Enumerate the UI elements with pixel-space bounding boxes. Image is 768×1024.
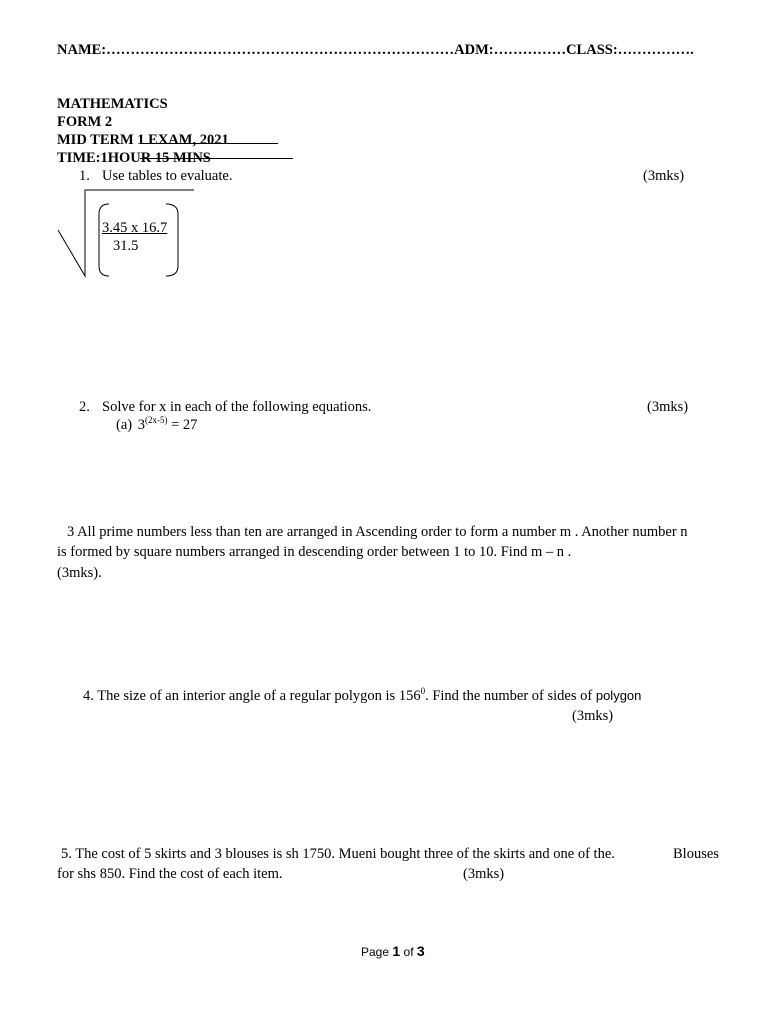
q4-text-before: 4. The size of an interior angle of a regular polygon is 156 — [83, 688, 421, 704]
q4-last-word: polygon — [595, 688, 642, 703]
q2-exponent: (2x-5) — [144, 415, 168, 426]
exam-title: MID TERM 1 EXAM, 2021 — [57, 132, 229, 148]
time-title: TIME:1HOUR 15 MINS — [57, 150, 211, 166]
form-title: FORM 2 — [57, 114, 113, 130]
q2-part-label: (a) — [116, 417, 133, 433]
q5-line-1-end: Blouses — [673, 846, 719, 862]
right-bracket-icon — [166, 204, 178, 276]
q1-numerator: 3.45 x 16.7 — [102, 220, 168, 236]
left-bracket-icon — [99, 204, 109, 276]
q3-line-2: is formed by square numbers arranged in descending order between 1 to 10. Find m – n . — [57, 544, 572, 560]
footer-page-number: 1 — [392, 943, 401, 959]
q5-line-1: 5. The cost of 5 skirts and 3 blouses is sh 1750. Mueni bought three of the skirts and one of the. — [61, 846, 615, 862]
footer-page-word: Page — [361, 945, 390, 959]
q4-degree: 0 — [420, 686, 426, 697]
footer-total-pages: 3 — [416, 943, 425, 959]
q4-marks: (3mks) — [572, 708, 614, 724]
q1-denominator: 31.5 — [113, 238, 139, 254]
q2-base: 3 — [137, 417, 145, 433]
q2-text: Solve for x in each of the following equations. — [102, 399, 372, 415]
q3-marks: (3mks). — [57, 565, 102, 581]
footer-of-word: of — [403, 945, 414, 959]
q5-line-2: for shs 850. Find the cost of each item. — [57, 866, 283, 882]
q2-marks: (3mks) — [647, 399, 689, 415]
exam-title-rule — [140, 143, 278, 144]
q1-number: 1. — [79, 168, 90, 184]
q4-text — [83, 687, 641, 705]
q1-text: Use tables to evaluate. — [102, 168, 233, 184]
q1-marks: (3mks) — [643, 168, 685, 184]
q5-marks: (3mks) — [463, 866, 505, 882]
q3-line-1: 3 All prime numbers less than ten are arranged in Ascending order to form a number m . Another number n — [67, 524, 688, 540]
q2-number: 2. — [79, 399, 90, 415]
student-info-line: NAME:………………………………………………………………ADM:……………CLASS:……………. — [57, 42, 694, 58]
subject-title: MATHEMATICS — [57, 96, 168, 112]
time-title-rule — [140, 158, 293, 159]
page-footer — [361, 942, 425, 961]
q2-rhs: = 27 — [171, 417, 198, 433]
q2-part-a — [116, 416, 197, 434]
q4-text-after: . Find the number of sides of — [425, 688, 593, 704]
